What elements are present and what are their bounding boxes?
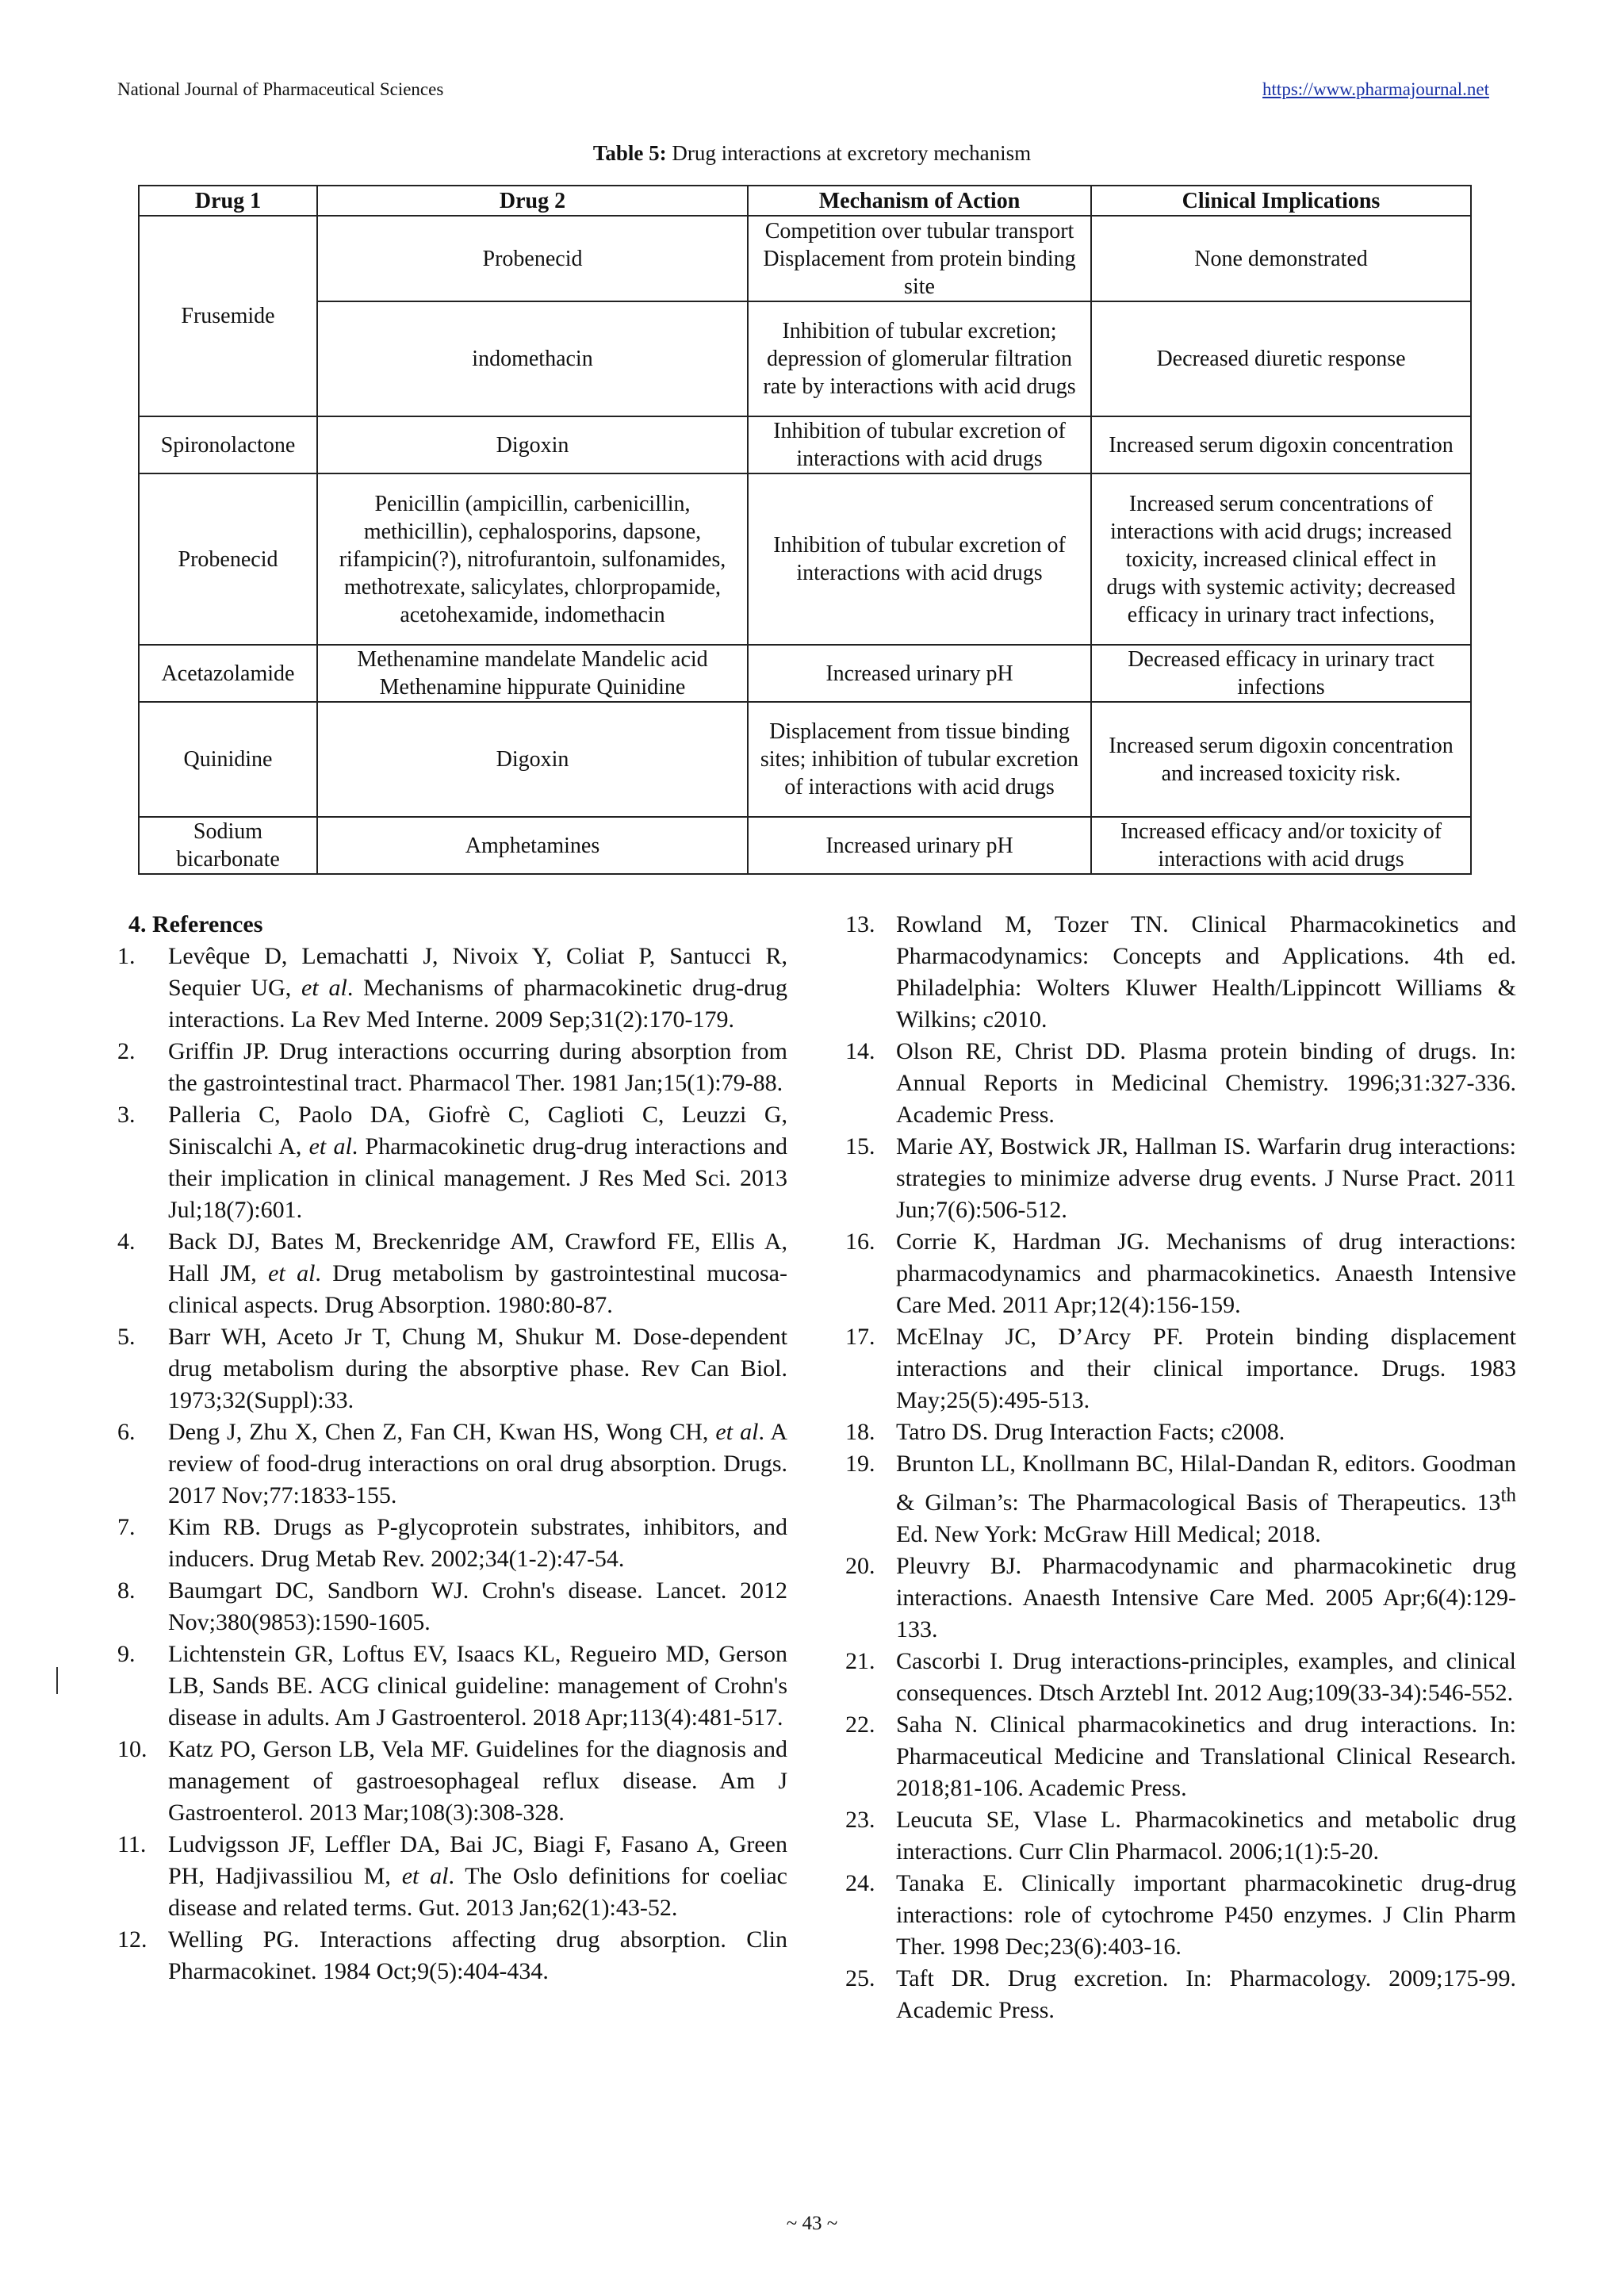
table-cell: Probenecid: [317, 216, 748, 301]
table-cell: Decreased diuretic response: [1091, 301, 1471, 416]
reference-item: 4. Back DJ, Bates M, Breckenridge AM, Crawford FE, Ellis A, Hall JM, et al. Drug metabolism by gastrointestinal mucosa-clinical aspects. Drug Absorption. 1980:80-87.: [117, 1228, 787, 1318]
journal-url-link[interactable]: https://www.pharmajournal.net: [1262, 79, 1489, 99]
column-header: Clinical Implications: [1091, 186, 1471, 216]
reference-item: 9. Lichtenstein GR, Loftus EV, Isaacs KL, Regueiro MD, Gerson LB, Sands BE. ACG clinical guideline: management of Crohn's disease in adults. Am J Gastroenterol. 2018 Apr;113(4):481-517.: [117, 1641, 787, 1731]
table-cell: Frusemide: [139, 216, 317, 416]
reference-item: 23. Leucuta SE, Vlase L. Pharmacokinetics and metabolic drug interactions. Curr Clin Pharmacol. 2006;1(1):5-20.: [845, 1807, 1516, 1865]
reference-item: 19. Brunton LL, Knollmann BC, Hilal-Dandan R, editors. Goodman & Gilman’s: The Pharmacological Basis of Therapeutics. 13th Ed. New York: McGraw Hill Medical; 2018.: [845, 1451, 1516, 1547]
reference-item: 3. Palleria C, Paolo DA, Giofrè C, Caglioti C, Leuzzi G, Siniscalchi A, et al. Pharmacokinetic drug-drug interactions and their implication in clinical management. J Res Med Sci. 2013 Jul;18(7):601.: [117, 1102, 787, 1223]
reference-item: 17. McElnay JC, D’Arcy PF. Protein binding displacement interactions and their clinical importance. Drugs. 1983 May;25(5):495-513.: [845, 1324, 1516, 1413]
table-cell: Methenamine mandelate Mandelic acid Methenamine hippurate Quinidine: [317, 645, 748, 702]
reference-item: 10. Katz PO, Gerson LB, Vela MF. Guidelines for the diagnosis and management of gastroesophageal reflux disease. Am J Gastroenterol. 2013 Mar;108(3):308-328.: [117, 1736, 787, 1826]
table-row: [139, 817, 1471, 874]
reference-item: 24. Tanaka E. Clinically important pharmacokinetic drug-drug interactions: role of cytochrome P450 enzymes. J Clin Pharm Ther. 1998 Dec;23(6):403-16.: [845, 1870, 1516, 1960]
reference-item: 22. Saha N. Clinical pharmacokinetics and drug interactions. In: Pharmaceutical Medicine and Translational Clinical Research. 2018;81-106. Academic Press.: [845, 1711, 1516, 1801]
reference-item: 12. Welling PG. Interactions affecting drug absorption. Clin Pharmacokinet. 1984 Oct;9(5):404-434.: [117, 1926, 787, 1984]
reference-item: 8. Baumgart DC, Sandborn WJ. Crohn's disease. Lancet. 2012 Nov;380(9853):1590-1605.: [117, 1577, 787, 1635]
table-header-row: [139, 186, 1471, 216]
table-cell: Increased serum digoxin concentration and increased toxicity risk.: [1091, 702, 1471, 817]
table-row: [139, 645, 1471, 702]
table-cell: Acetazolamide: [139, 645, 317, 702]
table-cell: Quinidine: [139, 702, 317, 817]
reference-item: 2. Griffin JP. Drug interactions occurring during absorption from the gastrointestinal tract. Pharmacol Ther. 1981 Jan;15(1):79-88.: [117, 1038, 787, 1096]
reference-item: 18. Tatro DS. Drug Interaction Facts; c2008.: [845, 1419, 1285, 1445]
table-caption-text: Drug interactions at excretory mechanism: [666, 141, 1032, 165]
page-header: [117, 79, 1489, 111]
table-cell: Increased urinary pH: [748, 817, 1091, 874]
journal-name: National Journal of Pharmaceutical Sciences: [117, 79, 444, 99]
reference-item: 25. Taft DR. Drug excretion. In: Pharmacology. 2009;175-99. Academic Press.: [845, 1965, 1516, 2023]
table-row: [139, 301, 1471, 416]
table-cell: Sodium bicarbonate: [139, 817, 317, 874]
reference-item: 11. Ludvigsson JF, Leffler DA, Bai JC, Biagi F, Fasano A, Green PH, Hadjivassiliou M, et al. The Oslo definitions for coeliac disease and related terms. Gut. 2013 Jan;62(1):43-52.: [117, 1831, 787, 1921]
table-cell: Competition over tubular transport Displacement from protein binding site: [748, 216, 1091, 301]
table-cell: Displacement from tissue binding sites; inhibition of tubular excretion of interactions with acid drugs: [748, 702, 1091, 817]
table-cell: Digoxin: [317, 702, 748, 817]
page-number: ~ 43 ~: [786, 2213, 838, 2234]
change-bar: [56, 1667, 58, 1694]
table-cell: Inhibition of tubular excretion of interactions with acid drugs: [748, 416, 1091, 473]
table-caption-label: Table 5:: [592, 141, 667, 165]
table-cell: Penicillin (ampicillin, carbenicillin, methicillin), cephalosporins, dapsone, rifampicin(?), nitrofurantoin, sulfonamides, methotrexate, salicylates, chlorpropamide, acetohexamide, indomethacin: [317, 473, 748, 645]
table-cell: Inhibition of tubular excretion; depression of glomerular filtration rate by interactions with acid drugs: [748, 301, 1091, 416]
table-row: [139, 416, 1471, 473]
reference-item: 20. Pleuvry BJ. Pharmacodynamic and pharmacokinetic drug interactions. Anaesth Intensive Care Med. 2005 Apr;6(4):129-133.: [845, 1553, 1516, 1642]
table-caption: [0, 141, 1624, 166]
table-row: [139, 473, 1471, 645]
references-right-column: [845, 909, 1516, 2026]
table-cell: Digoxin: [317, 416, 748, 473]
table-cell: Spironolactone: [139, 416, 317, 473]
table-row: [139, 216, 1471, 301]
reference-item: 13. Rowland M, Tozer TN. Clinical Pharmacokinetics and Pharmacodynamics: Concepts and Applications. 4th ed. Philadelphia: Wolters Kluwer Health/Lippincott Williams & Wilkins; c2010.: [845, 911, 1516, 1033]
reference-item: 15. Marie AY, Bostwick JR, Hallman IS. Warfarin drug interactions: strategies to minimize adverse drug events. J Nurse Pract. 2011 Jun;7(6):506-512.: [845, 1133, 1516, 1223]
table-cell: None demonstrated: [1091, 216, 1471, 301]
table-cell: Probenecid: [139, 473, 317, 645]
table-cell: indomethacin: [317, 301, 748, 416]
reference-item: 21. Cascorbi I. Drug interactions-principles, examples, and clinical consequences. Dtsch Arztebl Int. 2012 Aug;109(33-34):546-552.: [845, 1648, 1516, 1706]
table-cell: Decreased efficacy in urinary tract infections: [1091, 645, 1471, 702]
table-row: [139, 702, 1471, 817]
column-header: Drug 2: [317, 186, 748, 216]
reference-item: 7. Kim RB. Drugs as P-glycoprotein substrates, inhibitors, and inducers. Drug Metab Rev. 2002;34(1-2):47-54.: [117, 1514, 787, 1572]
table-cell: Amphetamines: [317, 817, 748, 874]
references-left-column: [117, 909, 787, 1987]
reference-item: 16. Corrie K, Hardman JG. Mechanisms of drug interactions: pharmacodynamics and pharmacokinetics. Anaesth Intensive Care Med. 2011 Apr;12(4):156-159.: [845, 1228, 1516, 1318]
table-cell: Increased urinary pH: [748, 645, 1091, 702]
reference-item: 1. Levêque D, Lemachatti J, Nivoix Y, Coliat P, Santucci R, Sequier UG, et al. Mechanisms of pharmacokinetic drug-drug interactions. La Rev Med Interne. 2009 Sep;31(2):170-179.: [117, 943, 787, 1033]
drug-interactions-table: [138, 185, 1472, 875]
reference-item: 6. Deng J, Zhu X, Chen Z, Fan CH, Kwan HS, Wong CH, et al. A review of food-drug interactions on oral drug absorption. Drugs. 2017 Nov;77:1833-155.: [117, 1419, 787, 1508]
references-heading: 4. References: [128, 911, 263, 937]
reference-item: 5. Barr WH, Aceto Jr T, Chung M, Shukur M. Dose-dependent drug metabolism during the absorptive phase. Rev Can Biol. 1973;32(Suppl):33.: [117, 1324, 787, 1413]
table-cell: Increased serum digoxin concentration: [1091, 416, 1471, 473]
table-cell: Inhibition of tubular excretion of interactions with acid drugs: [748, 473, 1091, 645]
column-header: Mechanism of Action: [748, 186, 1091, 216]
column-header: Drug 1: [139, 186, 317, 216]
reference-item: 14. Olson RE, Christ DD. Plasma protein binding of drugs. In: Annual Reports in Medicinal Chemistry. 1996;31:327-336. Academic Press.: [845, 1038, 1516, 1128]
table-cell: Increased efficacy and/or toxicity of interactions with acid drugs: [1091, 817, 1471, 874]
table-cell: Increased serum concentrations of interactions with acid drugs; increased toxicity, increased clinical effect in drugs with systemic activity; decreased efficacy in urinary tract infections,: [1091, 473, 1471, 645]
